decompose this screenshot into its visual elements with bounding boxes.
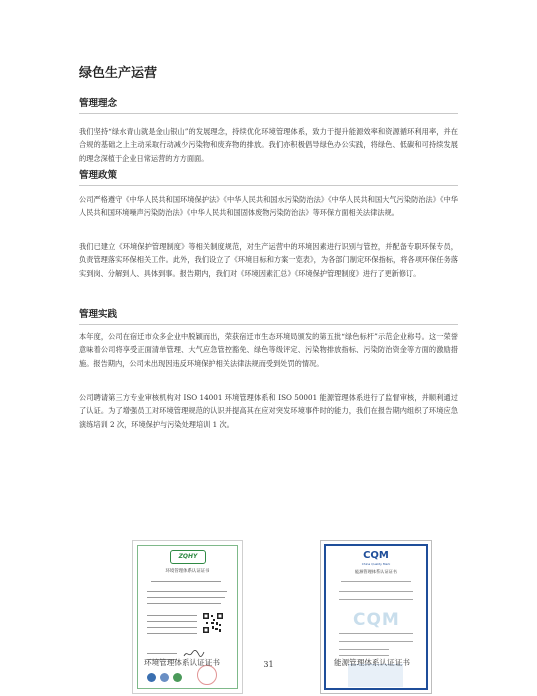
iaf-badge-icon xyxy=(160,673,169,682)
text-line xyxy=(151,581,221,582)
text-line xyxy=(147,627,197,628)
text-line xyxy=(341,581,411,582)
accreditation-badge-icon xyxy=(147,673,156,682)
management-practice-header xyxy=(79,306,458,325)
section-title: 绿色生产运营 xyxy=(79,66,158,81)
management-policy-heading: 管理政策 xyxy=(79,170,118,181)
accreditation-badge-icon xyxy=(173,673,182,682)
text-line xyxy=(147,653,177,654)
text-line xyxy=(339,633,413,634)
text-line xyxy=(339,649,389,650)
heading-divider xyxy=(79,185,458,186)
cqm-watermark: CQM xyxy=(353,610,400,630)
text-line xyxy=(339,641,413,642)
management-policy-header xyxy=(79,167,458,186)
energy-certificate-image xyxy=(320,540,432,694)
management-practice-paragraph-2: 公司聘请第三方专业审核机构对 ISO 14001 环境管理体系和 ISO 50001 能源管理体系进行了监督审核，并顺利通过了认证。为了增强员工对环境管理规范的认识并提高其在应对突发环境事件时的能力，我们在报告期内组织了环境应急演练培训 2 次，环境保护与污染处理培训 1 次。 xyxy=(79,393,458,429)
cqm-logo-subtitle: China Quality Mark xyxy=(361,562,391,566)
management-concept-header xyxy=(79,95,458,114)
text-line xyxy=(339,599,413,600)
cqm-logo: CQM xyxy=(363,550,389,561)
certificate-title: 环境管理体系认证证书 xyxy=(165,569,210,574)
management-policy-paragraph-1: 公司严格遵守《中华人民共和国环境保护法》《中华人民共和国水污染防治法》《中华人民共和国大气污染防治法》《中华人民共和国环境噪声污染防治法》《中华人民共和国固体废物污染防治法》等环保方面相关法律法规。 xyxy=(79,195,458,218)
zqhy-logo xyxy=(170,550,206,564)
text-line xyxy=(147,591,227,592)
energy-certificate-caption: 能源管理体系认证证书 xyxy=(334,658,410,667)
environmental-certificate-caption: 环境管理体系认证证书 xyxy=(144,658,220,667)
heading-divider xyxy=(79,324,458,325)
text-line xyxy=(339,591,413,592)
text-line xyxy=(147,597,225,598)
text-line xyxy=(147,603,221,604)
management-practice-heading: 管理实践 xyxy=(79,309,118,320)
environmental-certificate-image xyxy=(132,540,243,694)
management-policy-paragraph-2: 我们已建立《环境保护管理制度》等相关制度规范，对生产运营中的环境因素进行识别与管控，并配备专职环保专员，负责管理落实环保相关工作。此外，我们设立了《环境目标和方案一览表》，为各部门制定环保指标，将各项环保任务落实到岗、分解到人、具体到事。报告期内，我们对《环境因素汇总》《环境保护管理制度》进行了更新修订。 xyxy=(79,242,458,278)
text-line xyxy=(147,615,197,616)
text-line xyxy=(339,655,389,656)
management-concept-heading: 管理理念 xyxy=(79,98,118,109)
heading-divider xyxy=(79,113,458,114)
page-number: 31 xyxy=(263,660,274,669)
management-practice-paragraph-1: 本年度，公司在宿迁市众多企业中脱颖而出，荣获宿迁市生态环境局颁发的第五批“绿色标杆”示范企业称号。这一荣誉意味着公司将享受正面清单管理、大气应急管控豁免、绿色等级评定、污染物排放指标、污染防治资金等方面的激励措施。报告期内，公司未出现因违反环境保护相关法律法规而受到处罚的情况。 xyxy=(79,332,458,368)
zqhy-logo-text: ZQHY xyxy=(178,553,198,560)
qr-code-icon xyxy=(203,613,223,633)
text-line xyxy=(147,621,197,622)
certificate-title: 能源管理体系认证证书 xyxy=(355,569,397,574)
text-line xyxy=(147,633,197,634)
management-concept-paragraph: 我们坚持“绿水青山就是金山银山”的发展理念，持续优化环境管理体系，致力于提升能源效率和资源循环利用率，并在合规的基础之上主动采取行动减少污染物和废弃物的排放。我们亦积极倡导绿色办公实践，将绿色、低碳和可持续发展的理念深植于企业日常运营的方方面面。 xyxy=(79,127,458,163)
